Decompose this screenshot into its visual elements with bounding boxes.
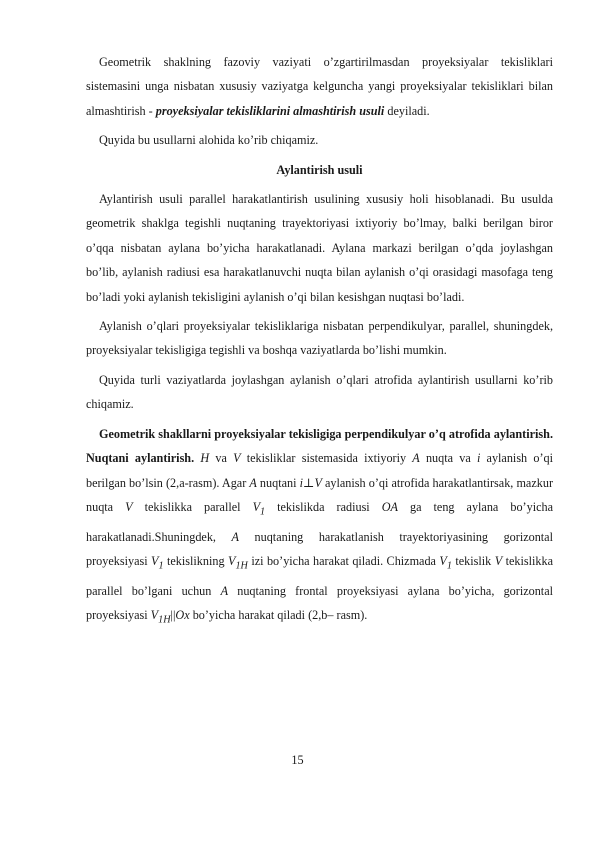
paragraph-review: Quyida turli vaziyatlarda joylashgan aylanish o’qlari atrofida aylantirish usullarni ko’rib chiqamiz. (86, 372, 553, 412)
point-a: A (412, 451, 420, 466)
axis-perpendicular: i⊥V (299, 475, 322, 490)
intro-tail: deyiladi. (384, 103, 430, 118)
subsection-title: Geometrik shakllarni proyeksiyalar tekisligiga perpendikulyar o’q atrofida aylantirish. Nuqtani aylantirish. (86, 426, 553, 466)
axis-i: i (476, 451, 481, 466)
parallel-symbol: || (170, 608, 176, 623)
paragraph-outline: Quyida bu usullarni alohida ko’rib chiqamiz. (99, 133, 319, 148)
plane-v: V (233, 451, 241, 466)
plane-v: V (125, 499, 133, 514)
paragraph-rotation-method: Aylantirish usuli parallel harakatlantirish usulining xususiy holi hisoblanadi. Bu usulda geometrik shaklga tegishli nuqtaning trayektoriyasi ixtiyoriy bo’lmay, balki berilgan biror o’qqa nisbatan aylana bo’yicha harakatlanadi. Aylana markazi berilgan o’qda joylashgan bo’lib, aylanish radiusi esa harakatlanuvchi nuqta bilan aylanish o’qi orasidagi masofaga teng bo’ladi yoki aylanish tekisligini aylanish o’qi bilan kesishgan nuqtasi bo’ladi. (86, 192, 553, 304)
point-a: A (220, 584, 229, 598)
section-heading: Aylantirish usuli (276, 162, 363, 177)
trace-v1h: $V_{1H}$ (228, 554, 248, 572)
axis-ox: Ox (175, 608, 190, 623)
point-a: A (231, 529, 239, 544)
plane-v1: $V_1$ (151, 554, 164, 572)
paragraph-rotation-axes: Aylanish o’qlari proyeksiyalar tekisliklariga nisbatan perpendikulyar, parallel, shuningdek, proyeksiyalar tekisligiga tegishli va boshqa vaziyatlarda bo’lishi mumkin. (86, 319, 553, 358)
body-text (86, 50, 553, 633)
plane-h: H (200, 451, 210, 466)
plane-v1: $V_1$ (439, 554, 452, 572)
intro-text: Geometrik shaklning fazoviy vaziyati o’zgartirilmasdan proyeksiyalar tekisliklari sistemasini unga nisbatan xususiy vaziyatga kelguncha yangi proyeksiyalar tekisliklari bilan almashtirish - (86, 55, 553, 118)
plane-v: V (494, 554, 503, 569)
page-number: 15 (291, 753, 304, 767)
plane-v1: $V_1$ (252, 499, 266, 518)
trace-v1h: $V_{1H}$ (150, 608, 171, 626)
point-a: A (249, 475, 257, 490)
paragraph-point-rotation: Geometrik shakllarni proyeksiyalar tekisligiga perpendikulyar o’q atrofida aylantirish. Nuqtani aylantirish. H va V tekisliklar sistemasida ixtiyoriy A nuqta va i aylanish o’qi berilgan bo’lsin (2,a-rasm). Agar A nuqtani i⊥V aylanish o’qi atrofida harakatlantirsak, mazkur nuqta V tekislikka parallel $V_1$ tekislikda radiusi OA ga teng aylana bo’yicha harakatlanadi.Shuningdek, A nuqtaning harakatlanish trayektoriyasining gorizontal proyeksiyasi $V_1$ tekislikning $V_{1H}$ izi bo’yicha harakat qiladi. Chizmada $V_1$ tekislik V tekislikka parallel bo’lgani uchun A nuqtaning frontal proyeksiyasi aylana bo’yicha, gorizontal proyeksiyasi $V_{1H}||Ox$ bo’yicha harakat qiladi (2,b– rasm). (86, 426, 554, 626)
paragraph-intro (86, 50, 553, 123)
method-term: proyeksiyalar tekisliklarini almashtirish usuli (155, 103, 385, 118)
radius-oa: OA (381, 499, 398, 514)
